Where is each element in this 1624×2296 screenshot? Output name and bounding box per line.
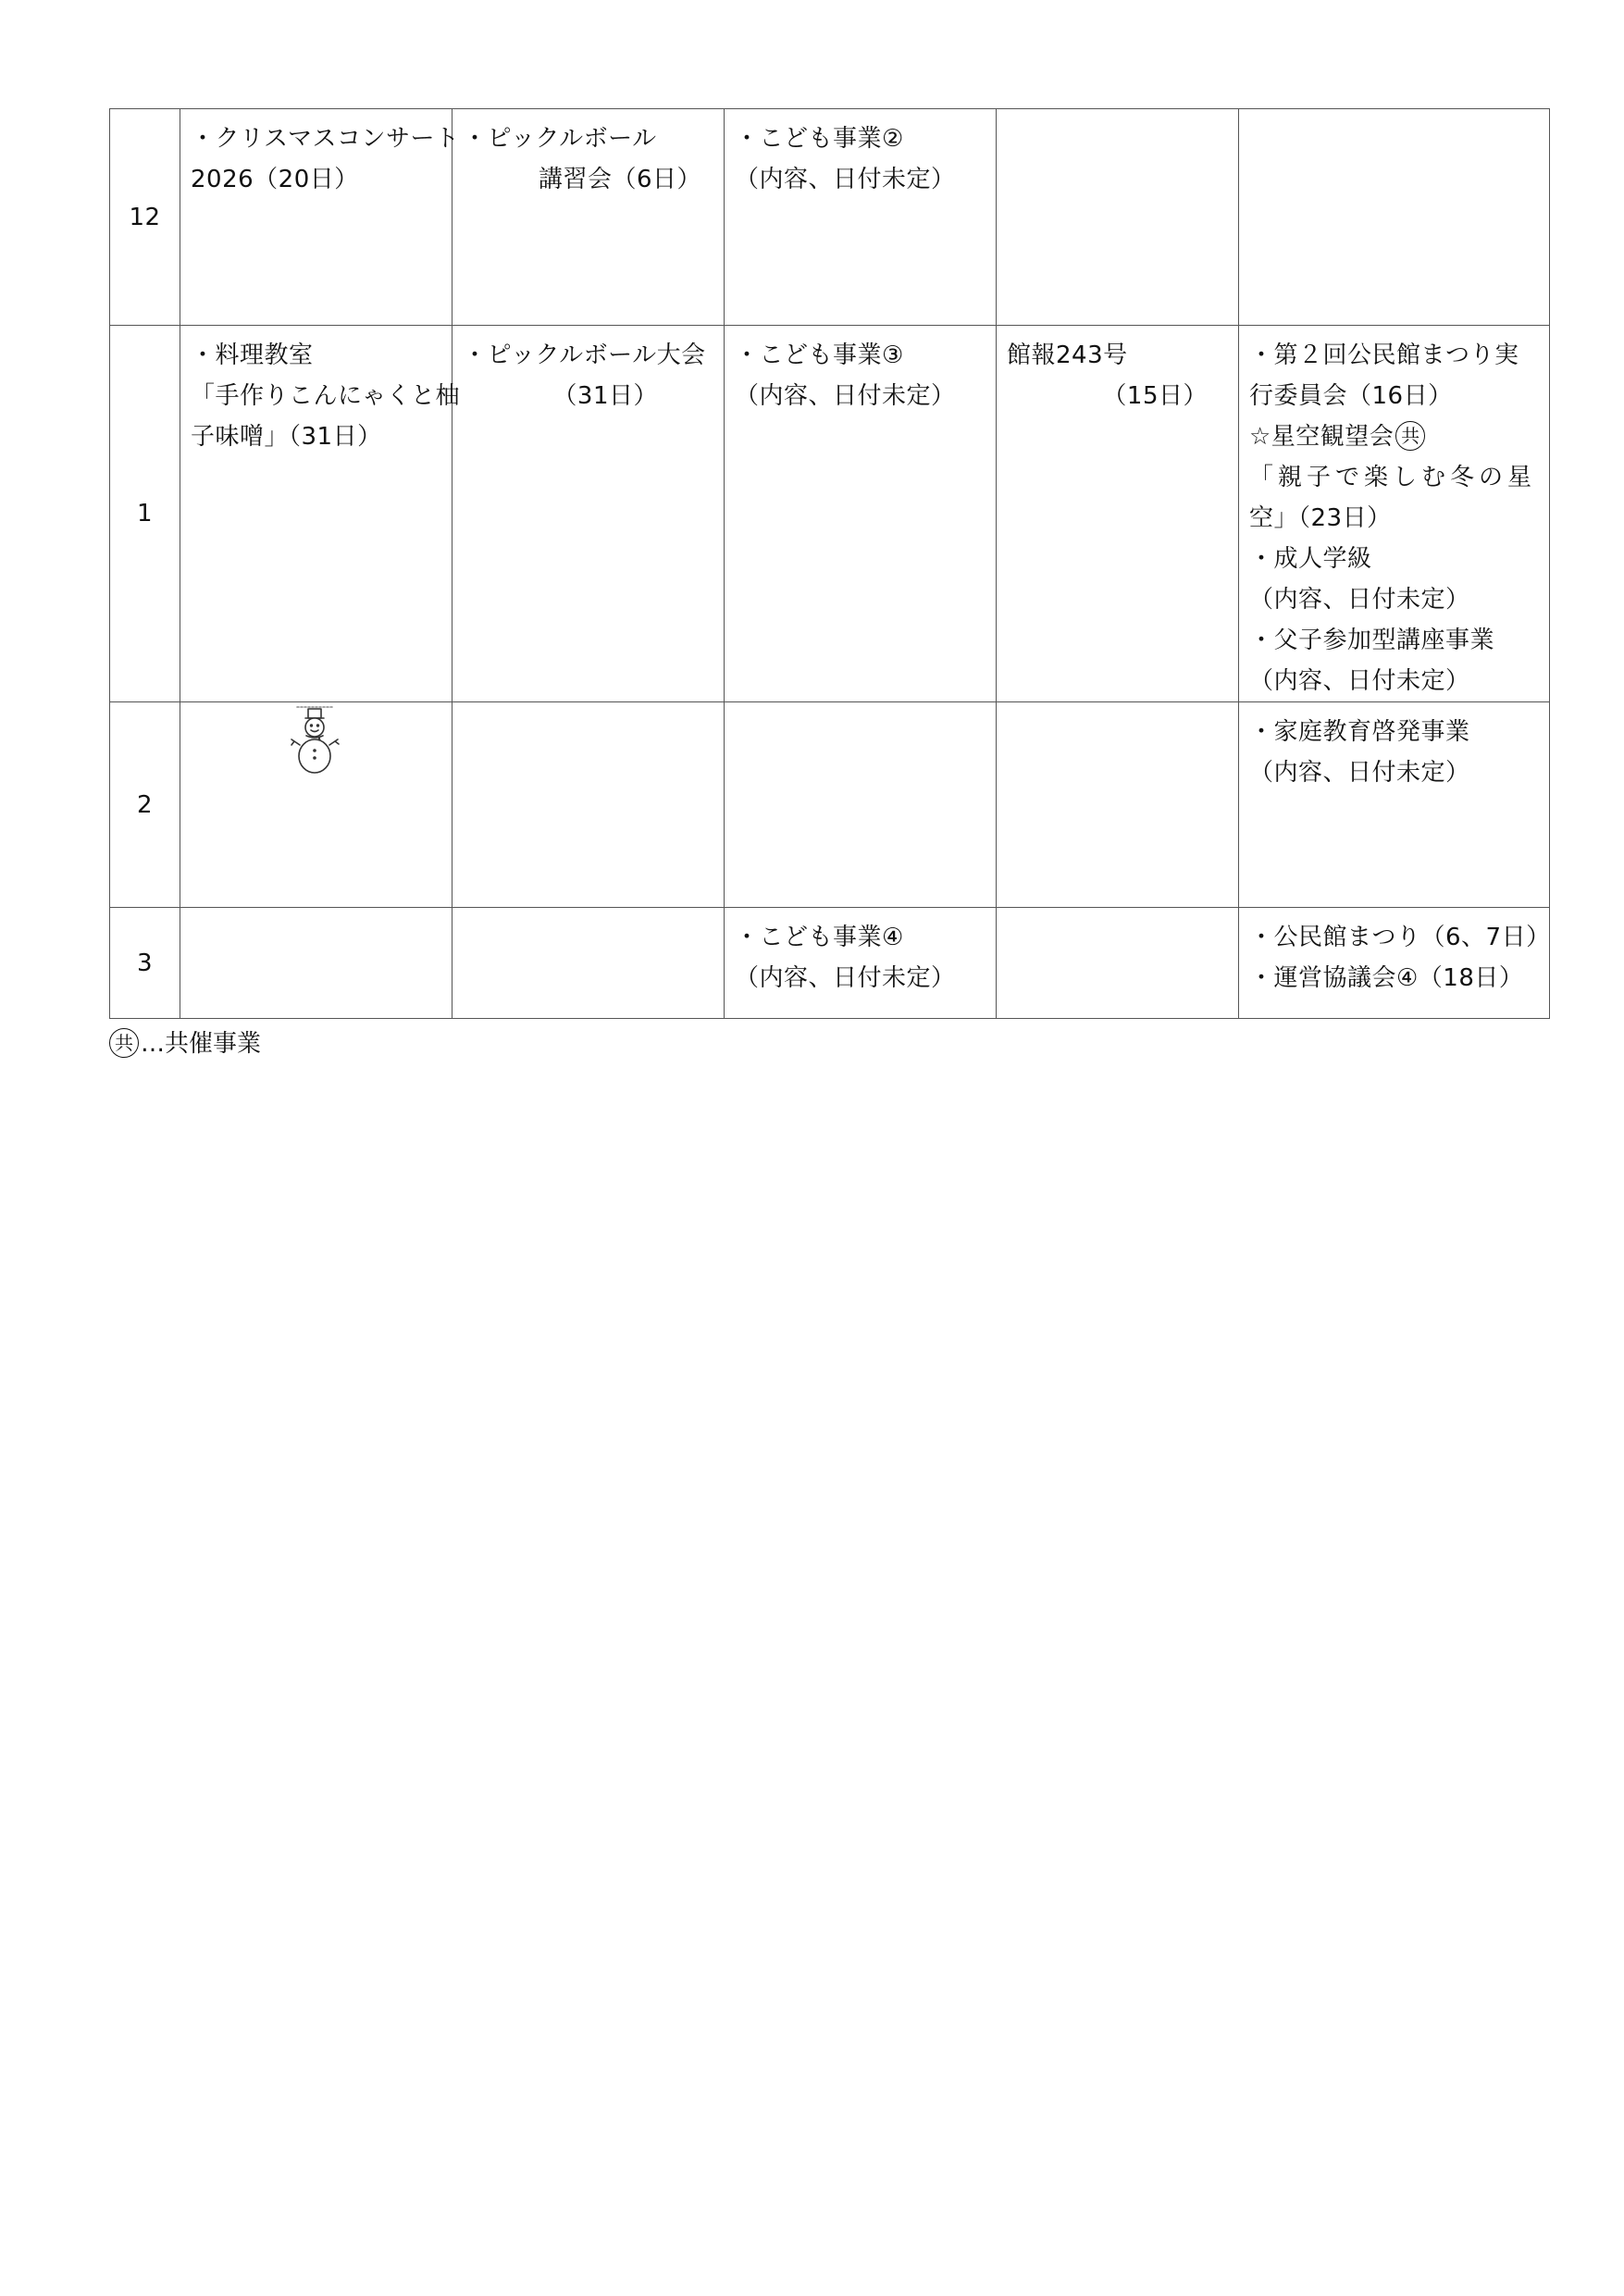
event-line: ・父子参加型講座事業: [1249, 627, 1495, 654]
event-line: （15日）: [1102, 382, 1208, 410]
schedule-cell: [1239, 326, 1550, 702]
cohost-mark-icon: 共: [109, 1028, 139, 1058]
event-line: ・成人学級: [1249, 545, 1372, 573]
event-line: （内容、日付未定）: [1249, 667, 1470, 695]
schedule-cell: [725, 109, 997, 326]
event-line: （内容、日付未定）: [1249, 586, 1470, 614]
event-line: ・こども事業②: [735, 125, 904, 153]
schedule-cell: [725, 702, 997, 908]
schedule-sheet: [109, 108, 1549, 1019]
schedule-cell: [180, 109, 460, 326]
schedule-cell: [997, 109, 1239, 326]
event-line: （内容、日付未定）: [735, 964, 956, 992]
legend-text: …共催事業: [141, 1030, 262, 1058]
schedule-cell: [997, 702, 1239, 908]
event-line: ・ピックルボール大会: [463, 341, 706, 369]
table-row: [110, 702, 1550, 908]
event-line: （31日）: [552, 382, 658, 410]
event-schedule-table: [109, 108, 1550, 1019]
schedule-cell: [997, 908, 1239, 1019]
table-row: [110, 326, 1550, 702]
event-line: （内容、日付未定）: [735, 382, 956, 410]
schedule-cell: [1239, 109, 1550, 326]
event-line: 館報243号: [1007, 341, 1128, 369]
schedule-cell: [1239, 908, 1550, 1019]
event-line: ・公民館まつり（6、7日）: [1249, 924, 1551, 951]
cohost-mark-icon: 共: [1395, 421, 1425, 451]
snowman-illustration: [191, 704, 441, 789]
schedule-cell: [180, 908, 452, 1019]
table-row: [110, 908, 1550, 1019]
event-line: 行委員会（16日）: [1249, 382, 1453, 410]
schedule-cell: [452, 702, 725, 908]
event-line: 講習会（6日）: [539, 166, 702, 193]
event-line: ・家庭教育啓発事業: [1249, 718, 1470, 746]
schedule-cell: [997, 326, 1239, 702]
event-line: ・こども事業④: [735, 924, 904, 951]
event-line: ・こども事業③: [735, 341, 904, 369]
schedule-cell: [180, 326, 460, 702]
schedule-cell: [452, 109, 725, 326]
schedule-cell: [452, 326, 725, 702]
schedule-cell: [725, 908, 997, 1019]
legend: [109, 1025, 261, 1062]
event-line: ・料理教室: [191, 341, 314, 369]
event-line: ・ピックルボール: [463, 125, 657, 153]
table-row: [110, 109, 1550, 326]
month-cell: 3: [110, 908, 180, 1019]
schedule-cell: [452, 908, 725, 1019]
event-line: （内容、日付未定）: [735, 166, 956, 193]
event-line: ・運営協議会④（18日）: [1249, 964, 1524, 992]
event-line: 2026（20日）: [191, 166, 359, 193]
event-line: （内容、日付未定）: [1249, 759, 1470, 787]
event-text: ☆星空観望会: [1249, 423, 1395, 451]
event-line: 子味噌」（31日）: [191, 423, 382, 451]
schedule-cell: [180, 702, 452, 908]
event-line: 「手作りこんにゃくと柚: [191, 382, 460, 410]
month-cell: 2: [110, 702, 180, 908]
month-cell: 1: [110, 326, 180, 702]
event-line: ・第２回公民館まつり実: [1249, 341, 1519, 369]
event-line: ・クリスマスコンサート: [191, 125, 460, 153]
event-line-with-cohost: [1249, 416, 1539, 457]
event-line: 空」（23日）: [1249, 504, 1392, 532]
event-line: 「親子で楽しむ冬の星: [1249, 464, 1537, 491]
schedule-cell: [725, 326, 997, 702]
schedule-cell: [1239, 702, 1550, 908]
month-cell: 12: [110, 109, 180, 326]
snowman-icon: [288, 704, 343, 776]
